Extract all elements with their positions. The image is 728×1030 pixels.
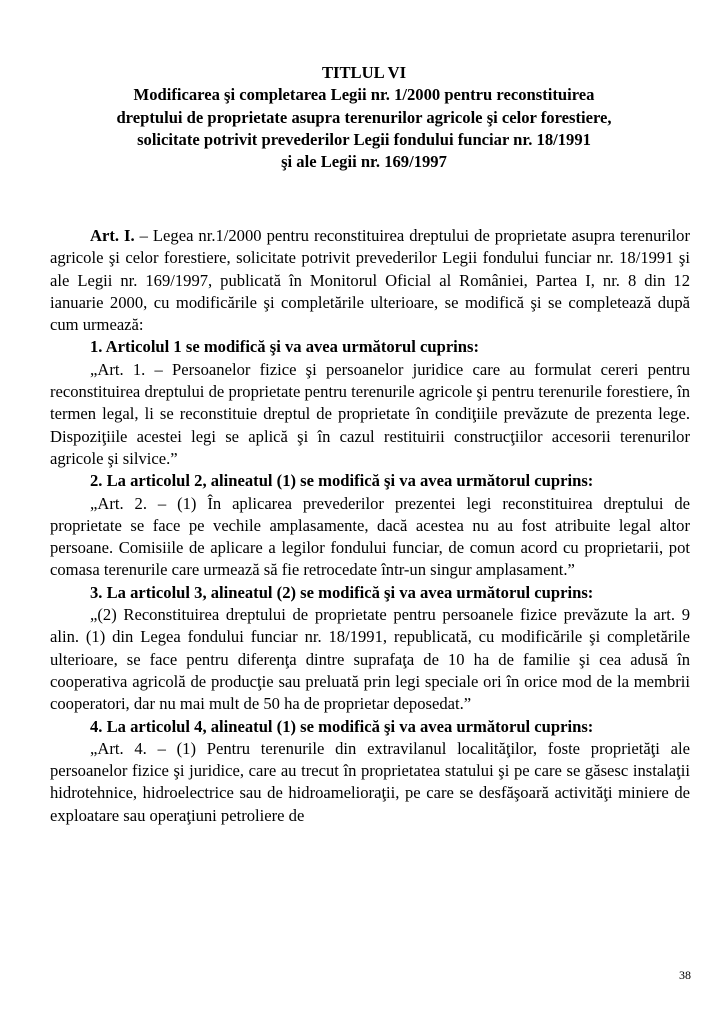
title-line-3: dreptului de proprietate asupra terenurilor agricole şi celor forestiere, [116, 107, 612, 127]
point-2-text: „Art. 2. – (1) În aplicarea prevederilor prezentei legi reconstituirea dreptului de proprietate se face pe vechile amplasamente, dacă acestea nu au fost atribuite legal altor persoane. Comisiile de aplicare a legilor fondului funciar, de comun acord cu proprietarii, pot comasa terenurile care urmează să fie retrocedate într-un singur amplasament.” [50, 493, 690, 580]
title-line-5: şi ale Legii nr. 169/1997 [281, 152, 447, 172]
page-number: 38 [679, 968, 691, 982]
document-title [40, 62, 688, 173]
point-2-heading: 2. La articolul 2, alineatul (1) se modifică şi va avea următorul cuprins: [90, 471, 594, 491]
title-line-2: Modificarea şi completarea Legii nr. 1/2000 pentru reconstituirea [133, 85, 595, 105]
point-3-text: „(2) Reconstituirea dreptului de proprietate pentru persoanele fizice prevăzute la art. 9 alin. (1) din Legea fondului funciar nr. 18/1991, republicată, cu modificările şi completările ulterioare, se face pentru diferenţa dintre suprafaţa de 10 ha de familie şi cea adusă în cooperativa agricolă de producţie sau preluată prin legi speciale ori în orice mod de la membrii cooperatori, dar nu mai mult de 50 ha de proprietar deposedat.” [50, 605, 690, 714]
title-line-1: TITLUL VI [321, 63, 407, 82]
intro-label: Art. I. [90, 226, 135, 245]
point-1-heading: 1. Articolul 1 se modifică şi va avea următorul cuprins: [90, 337, 480, 357]
point-4-text: „Art. 4. – (1) Pentru terenurile din extravilanul localităţilor, foste proprietăţi ale persoanelor fizice şi juridice, care au trecut în proprietatea statului şi pe care se găsesc instalaţii hidrotehnice, hidroelectrice sau de hidroamelioraţii, pe care se desfăşoară activităţi miniere de exploatare sau operaţiuni petroliere de [50, 738, 690, 825]
intro-paragraph [50, 225, 690, 336]
intro-text: – Legea nr.1/2000 pentru reconstituirea dreptului de proprietate asupra terenurilor agricole şi celor forestiere, solicitate potrivit prevederilor Legii fondului funciar nr. 18/1991 şi ale Legii nr. 169/1997, publicată în Monitorul Oficial al României, Partea I, nr. 8 din 12 ianuarie 2000, cu modificările şi completările ulterioare, se modifică şi se completează după cum urmează: [50, 226, 690, 335]
point-3-heading: 3. La articolul 3, alineatul (2) se modifică şi va avea următorul cuprins: [90, 582, 594, 602]
point-1-text: „Art. 1. – Persoanelor fizice şi persoanelor juridice care au formulat cereri pentru reconstituirea dreptului de proprietate pentru terenurile agricole şi pentru terenurile forestiere, în termen legal, li se reconstituie dreptul de proprietate în condiţiile prevăzute de prezenta lege. Dispoziţiile acestei legi se aplică şi în cazul restituirii construcţiilor accesorii terenurilor agricole şi silvice.” [50, 359, 690, 468]
point-4-heading: 4. La articolul 4, alineatul (1) se modifică şi va avea următorul cuprins: [90, 716, 594, 736]
document-body [50, 225, 690, 827]
title-line-4: solicitate potrivit prevederilor Legii fondului funciar nr. 18/1991 [137, 129, 591, 149]
